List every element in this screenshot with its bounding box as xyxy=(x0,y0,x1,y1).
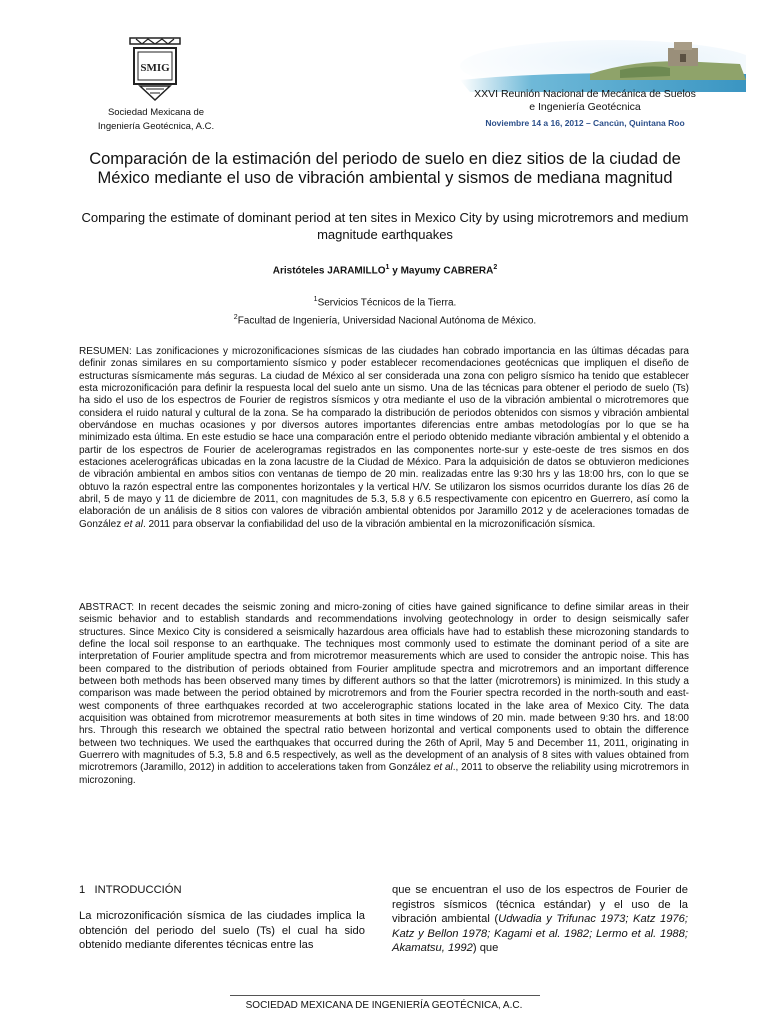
affiliation-1: $^1$Servicios Técnicos de la Tierra. xyxy=(313,296,457,309)
abstract-paragraph: ABSTRACT: In recent decades the seismic zoning and micro-zoning of cities have gained significance to define similar areas in their seismic behavior and to establish standards and recommendations involving geotechnology in order to design seismically safer structures. Since Mexico City is considered a seismically hazardous area officials have had to establish these microzoning standards to define the local soil response to an earthquake. The techniques most commonly used to estimate the dominant period of a site are interpretation of Fourier amplitude spectra and from microtremor measurements which are used to consider the antropic noise. This has been compared to the distribution of periods obtained from Fourier amplitude spectra and microtremors and an important difference between both methods has been observed many times by different authors so that the latter (microtremors) is minimized. In this study a comparison was made between the period obtained by microtremors and from the Fourier spectra recorded in the north-south and east-west components of three earthquakes recorded at two accelerographic stations located in the lake area of Mexico City. The data acquisition was obtained from microtremor measurements at both sites in time windows of 20 min. made between 9:30 hrs. and 18:00 hrs. Through this research we obtained the spectral ratio between horizontal and vertical components used to obtain the difference between two techniques. We used the earthquakes that occurred during the 26th of April, May 5 and December 11, 2011, originating in Guerrero with magnitudes of 5.3, 5.8 and 6.5 respectively, as well as the development of an analysis of 8 sites with values obtained from microtremors (Jaramillo, 2012) in addition to accelerations taken from González et al., 2011 to observe the reliability using microtremors in microzoning. xyxy=(79,602,690,786)
section-heading-introduccion: 1 INTRODUCCIÓN xyxy=(79,884,182,896)
intro-left-column: La microzonificación sísmica de las ciudades implica la obtención del periodo del suelo (Ts) el cual ha sido obtenido mediante diferentes técnicas entre las xyxy=(79,910,365,951)
conference-date: Noviembre 14 a 16, 2012 – Cancún, Quintana Roo xyxy=(485,118,685,128)
affiliation-2: $^2$Facultad de Ingeniería, Universidad Nacional Autónoma de México. xyxy=(233,314,537,327)
paper-title-english: Comparing the estimate of dominant period at ten sites in Mexico City by using microtremors and medium magnitude earthquakes xyxy=(81,210,689,242)
conference-banner-image xyxy=(440,40,746,92)
footer-divider xyxy=(230,995,540,996)
society-name: Sociedad Mexicana de Ingeniería Geotécnica, A.C. xyxy=(97,107,215,132)
page-footer: SOCIEDAD MEXICANA DE INGENIERÍA GEOTÉCNICA, A.C. xyxy=(245,1000,523,1011)
intro-right-column: que se encuentran el uso de los espectros de Fourier de registros sísmicos (técnica estándar) y el uso de la vibración ambiental (Udwadia y Trifunac 1973; Katz 1976; Katz y Bellon 1978; Kagami et al. 1982; Lermo et al. 1988; Akamatsu, 1992) que xyxy=(392,884,688,954)
logo-text: SMIG xyxy=(140,62,170,74)
authors: Aristóteles JARAMILLO$^1$ y Mayumy CABRERA$^2$ xyxy=(272,264,498,277)
smig-logo xyxy=(126,36,184,104)
author-1: Aristóteles JARAMILLO xyxy=(272,265,386,277)
author-2: Mayumy CABRERA xyxy=(400,265,494,277)
resumen-paragraph: RESUMEN: Las zonificaciones y microzonificaciones sísmicas de las ciudades han cobrado importancia en las últimas décadas para definir zonas similares en su comportamiento sísmico y poder establecer recomendaciones geotécnicas que impliquen el diseño de estructuras sísmicamente más seguras. La ciudad de México al ser considerada una zona con peligro sísmico ha tenido que establecer esta microzonificación para definir la respuesta local del suelo ante un sismo. Una de las técnicas para obtener el periodo de suelo (Ts) ha sido el uso de los espectros de Fourier de registros sísmicos y otra mediante el uso de la vibración ambiental o microtremores que considera el ruido natural y cultural de la zona. Se ha comparado la distribución de periodos obtenidos con sismos y vibración ambiental obervándose en muchas ocasiones y por diversos autores importantes diferencias entre ambas metodologías por lo que se ha minimizado esta última. En este estudio se hace una comparación entre el periodo obtenido mediante vibración ambiental y el obtenido a partir de los espectros de Fourier de acelerogramas registrados en las componentes norte-sur y este-oeste de tres sismos en dos estaciones acelerográficas ubicadas en la zona lacustre de la Ciudad de México. Para la adquisición de datos se obtuvieron mediciones de vibración ambiental en ambos sitios con ventanas de tiempo de 20 min. realizadas entre las 9:30 hrs y las 18:00 hrs, con lo que se obtuvo la razón espectral entre las componentes horizontales y la vertical H/V. Se utilizaron los sismos ocurridos durante los días 26 de abril, 5 de mayo y 11 de diciembre de 2011, con magnitudes de 5.3, 5.8 y 6.5 respectivamente con epicentro en Guerrero, así como la elaboración de un análisis de 8 sitios con valores de vibración ambiental obtenidos por Jaramillo 2012 y de aceleraciones tomadas de González et al. 2011 para observar la confiabilidad del uso de la vibración ambiental en la microzonificación sísmica. xyxy=(79,346,689,530)
conference-info xyxy=(420,88,750,130)
conference-name-line2: e Ingeniería Geotécnica xyxy=(529,101,641,113)
conference-name-line1: XXVI Reunión Nacional de Mecánica de Suelos xyxy=(474,88,696,100)
paper-title-spanish: Comparación de la estimación del periodo de suelo en diez sitios de la ciudad de México mediante el uso de vibración ambiental y sismos de mediana magnitud xyxy=(89,150,681,187)
